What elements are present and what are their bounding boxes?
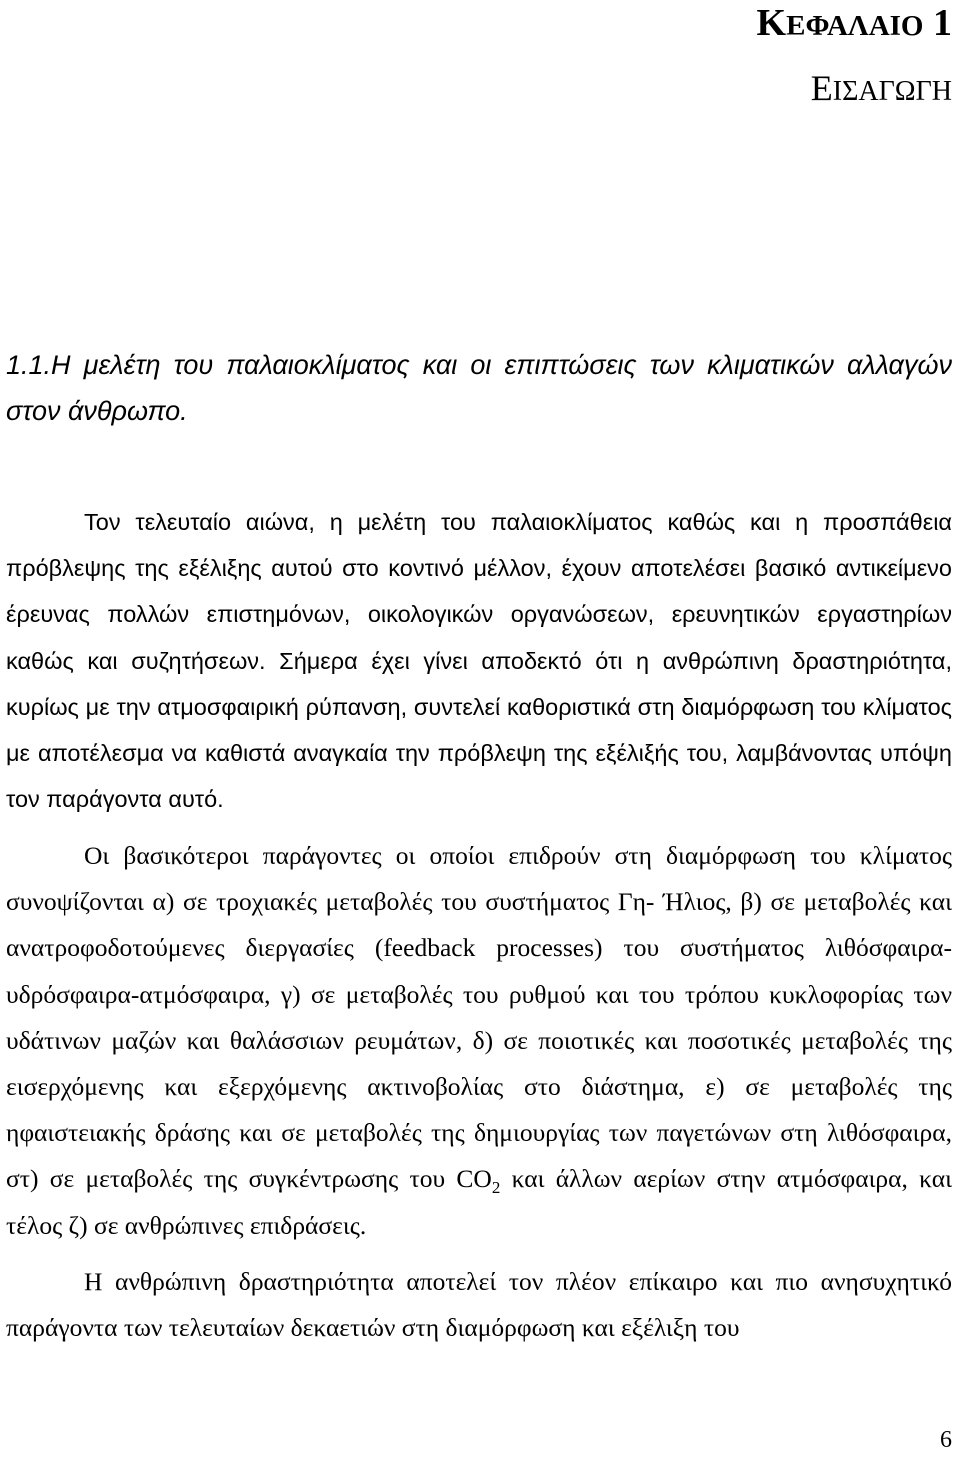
chapter-initial: Κ xyxy=(756,2,787,44)
chapter-heading xyxy=(757,0,952,49)
chapter-word: ΕΦΑΛΑΙΟ xyxy=(786,10,924,42)
climate-factors-text: Οι βασικότεροι παράγοντες οι οποίοι επιδρούν στη διαμόρφωση του κλίματος συνοψίζονται α) σε τροχιακές μεταβολές του συστήματος Γη- Ήλιος, β) σε μεταβολές και ανατροφοδοτούμενες διεργασίες (feedback processes) του συστήματος λιθόσφαιρα-υδρόσφαιρα-ατμόσφαιρα, γ) σε μεταβολές του ρυθμού και του τρόπου κυκλοφορίας των υδάτινων μαζών και θαλάσσιων ρευμάτων, δ) σε ποιοτικές και ποσοτικές μεταβολές της εισερχόμενης και εξερχόμενης ακτινοβολίας στο διάστημα, ε) σε μεταβολές της ηφαιστειακής δράσης και σε μεταβολές της δημιουργίας των παγετώνων στη λιθόσφαιρα, στ) σε μεταβολές της συγκέντρωσης του CO xyxy=(6,841,952,1194)
chapter-title xyxy=(811,66,952,114)
co2-subscript: 2 xyxy=(491,1178,501,1198)
section-heading: 1.1.Η μελέτη του παλαιοκλίματος και οι επιπτώσεις των κλιματικών αλλαγών στον άνθρωπο. xyxy=(6,350,952,426)
chapter-title-initial: Ε xyxy=(810,68,833,108)
page-number: 6 xyxy=(940,1427,952,1453)
chapter-title-rest: ΙΣΑΓΩΓΗ xyxy=(832,76,952,107)
paragraph-intro: Τον τελευταίο αιώνα, η μελέτη του παλαιοκλίματος καθώς και η προσπάθεια πρόβλεψης της εξέλιξης αυτού στο κοντινό μέλλον, έχουν αποτελέσει βασικό αντικείμενο έρευνας πολλών επιστημόνων, οικολογικών οργανώσεων, ερευνητικών εργαστηρίων καθώς και συζητήσεων. Σήμερα έχει γίνει αποδεκτό ότι η ανθρώπινη δραστηριότητα, κυρίως με την ατμοσφαιρική ρύπανση, συντελεί καθοριστικά στη διαμόρφωση του κλίματος με αποτέλεσμα να καθιστά αναγκαία την πρόβλεψη της εξέλιξής του, λαμβάνοντας υπόψη τον παράγοντα αυτό. xyxy=(6,509,952,813)
paragraph-human-activity: Η ανθρώπινη δραστηριότητα αποτελεί τον πλέον επίκαιρο και πιο ανησυχητικό παράγοντα των τελευταίων δεκαετιών στη διαμόρφωση και εξέλιξη του xyxy=(6,1267,952,1343)
climate-factors-text-end: και άλλων αερίων στην ατμόσφαιρα, και τέλος ζ) σε ανθρώπινες επιδράσεις. xyxy=(6,1164,952,1240)
chapter-number: 1 xyxy=(933,2,952,44)
paragraph-climate-factors xyxy=(6,833,952,1249)
